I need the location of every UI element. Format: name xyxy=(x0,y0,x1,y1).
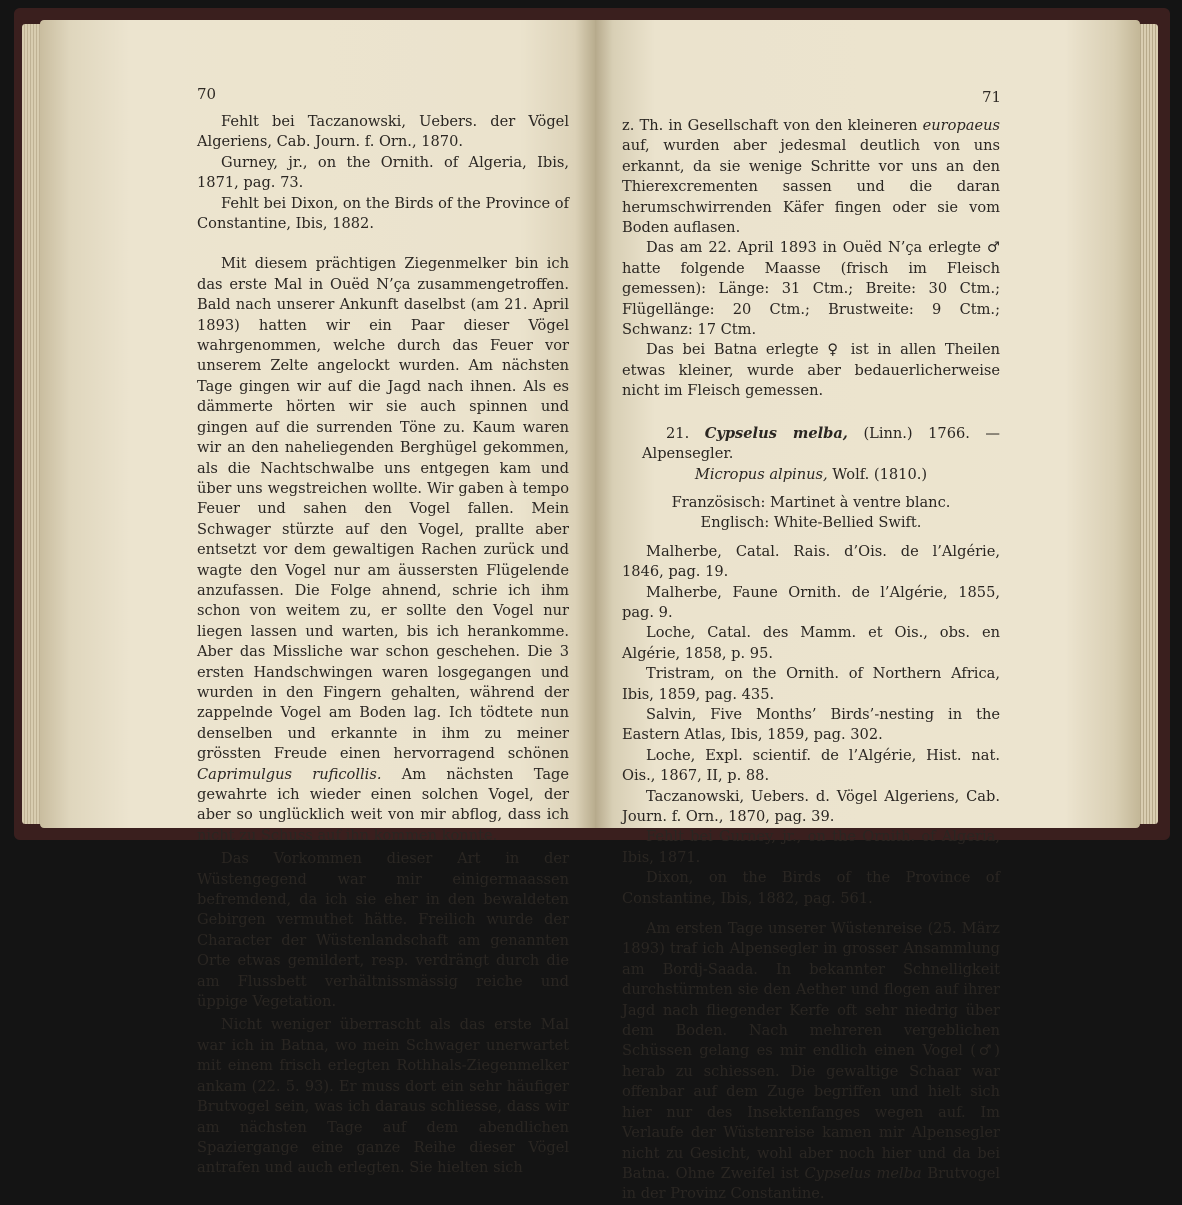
paragraph-measurements: Das am 22. April 1893 in Ouëd N’ça erlegte ♂ hatte folgende Maasse (frisch im Fleisch gemessen): Länge: 31 Ctm.; Breite: 30 Ctm.; Flügellänge: 20 Ctm.; Brustweite: 9 Ctm.; Schwanz: 17 Ctm. xyxy=(622,239,1000,339)
reference-item: Salvin, Five Months’ Birds’-nesting in the Eastern Atlas, Ibis, 1859, pag. 302. xyxy=(622,705,1000,744)
left-page xyxy=(40,20,595,1177)
species-name-europaeus: europaeus xyxy=(922,117,1000,134)
reference-item: Loche, Catal. des Mamm. et Ois., obs. en Algérie, 1858, p. 95. xyxy=(622,624,1000,662)
reference-item: Taczanowski, Uebers. d. Vögel Algeriens, Cab. Journ. f. Orn., 1870, pag. 39. xyxy=(622,787,1000,825)
right-page-text xyxy=(622,116,1000,1205)
ref-gurney: Gurney, jr., on the Ornith. of Algeria, Ibis, 1871, pag. 73. xyxy=(197,153,569,192)
ref-dixon: Fehlt bei Dixon, on the Birds of the Province of Constantine, Ibis, 1882. xyxy=(197,194,569,233)
species-name-melba: Cypselus melba xyxy=(804,1164,922,1182)
reference-item: Malherbe, Faune Ornith. de l’Algérie, 1855, pag. 9. xyxy=(622,583,1000,621)
page-number-left: 70 xyxy=(197,85,217,103)
paragraph-caprimulgus: Mit diesem prächtigen Ziegenmelker bin ich das erste Mal in Ouëd N’ça zusammengetroffen. Bald nach unserer Ankunft daselbst (am 21. April 1893) hatten wir ein Paar dieser Vögel wahrgenommen, welche durch das Feuer vor unserem Zelte angelockt wurden. Am nächsten Tage gingen wir auf die Jagd nach ihnen. Als es dämmerte hörten wir sie auch spinnen und gingen auf die surrenden Töne zu. Kaum waren wir an den naheliegenden Berghügel gekommen, als die Nachtschwalbe uns entgegen kam und über uns wegstreichen wollte. Wir gaben à tempo Feuer und sahen den Vogel fallen. Mein Schwager stürzte auf den Vogel, prallte aber entsetzt vor dem gewaltigen Rachen zurück und wagte den Vogel nur am äussersten Flügelende anzufassen. Die Folge ahnend, schrie ich ihm schon von weitem zu, er sollte den Vogel nur liegen lassen und warten, bis ich herankomme. Aber das Missliche war schon geschehen. Die 3 ersten Handschwingen waren losgegangen und wurden in den Fingern gehalten, während der zappelnde Vogel am Boden lag. Ich tödtete nun denselben und erkannte in ihm zu meiner grössten Freude einen hervorragend schönen Caprimulgus ruficollis. Am nächsten Tage gewahrte ich wieder einen solchen Vogel, der aber so unglücklich weit von mir abflog, dass ich nicht zu Schuss auf ihn kommen konnte. xyxy=(197,255,570,844)
english-name: Englisch: White-Bellied Swift. xyxy=(700,514,922,532)
paragraph-europaeus: z. Th. in Gesellschaft von den kleineren europaeus auf, wurden aber jedesmal deutlich von uns erkannt, da sie wenige Schritte vor uns an den Thierexcrementen sassen und die daran herumschwirrenden Käfer fingen oder sie vom Boden auflasen. xyxy=(622,117,1000,237)
left-page-text xyxy=(197,112,569,1179)
ref-taczanowski: Fehlt bei Taczanowski, Uebers. der Vögel Algeriens, Cab. Journ. f. Orn., 1870. xyxy=(197,113,569,151)
right-page-edges xyxy=(1138,24,1158,824)
paragraph-alpensegler: Am ersten Tage unserer Wüstenreise (25. März 1893) traf ich Alpensegler in grosser Ansammlung am Bordj-Saada. In bekannter Schnelligkeit durchstürmten sie den Aether und flogen auf ihrer Jagd nach fliegender Kerfe oft sehr niedrig über dem Boden. Nach mehreren vergeblichen Schüssen gelang es mir endlich einen Vogel (♂) herab zu schiessen. Die gewaltige Schaar war offenbar auf dem Zuge begriffen und hielt sich hier nur des Insektenfanges wegen auf. Im Verlaufe der Wüstenreise kamen mir Alpensegler nicht zu Gesicht, wohl aber noch hier und da bei Batna. Ohne Zweifel ist Cypselus melba Brutvogel in der Provinz Constantine. xyxy=(622,920,1000,1203)
species-name-caprimulgus: Caprimulgus ruficollis. xyxy=(197,765,382,783)
reference-item: Dixon, on the Birds of the Province of Constantine, Ibis, 1882, pag. 561. xyxy=(622,869,1000,907)
species-title: Cypselus melba, xyxy=(704,424,848,442)
species-synonym: Micropus alpinus, Wolf. (1810.) xyxy=(694,465,928,483)
species-heading: 21. Cypselus melba, (Linn.) 1766. — Alpensegler. xyxy=(642,424,1001,463)
reference-item: Malherbe, Catal. Rais. d’Ois. de l’Algérie, 1846, pag. 19. xyxy=(622,542,1000,581)
reference-item: Tristram, on the Ornith. of Northern Africa, Ibis, 1859, pag. 435. xyxy=(622,665,1000,703)
right-page xyxy=(595,20,1140,1203)
paragraph-batna: Nicht weniger überrascht als das erste Mal war ich in Batna, wo mein Schwager unerwartet mit einem frisch erlegten Rothhals-Ziegenmelker ankam (22. 5. 93). Er muss dort ein sehr häufiger Brutvogel sein, was ich daraus schliesse, dass wir am nächsten Tage auf dem abendlichen Spaziergange eine ganze Reihe dieser Vögel antrafen und auch erlegten. Sie hielten sich xyxy=(197,1016,569,1177)
left-page-edges xyxy=(22,24,42,824)
page-number-right: 71 xyxy=(982,88,1002,106)
reference-item: Fehlt bei Gurney, jr., on the Ornith. of Algeria, Ibis, 1871. xyxy=(622,828,1000,866)
french-name: Französisch: Martinet à ventre blanc. xyxy=(671,493,951,511)
paragraph-female: Das bei Batna erlegte ♀ ist in allen Theilen etwas kleiner, wurde aber bedauerlicherweise nicht im Fleisch gemessen. xyxy=(622,341,1000,400)
reference-item: Loche, Expl. scientif. de l’Algérie, Hist. nat. Ois., 1867, II, p. 88. xyxy=(622,746,1000,785)
paragraph-occurrence: Das Vorkommen dieser Art in der Wüstengegend war mir einigermaassen befremdend, da ich sie eher in den bewaldeten Gebirgen vermuthet hätte. Freilich wurde der Character der Wüstenlandschaft am genannten Orte etwas gemildert, resp. verdrängt durch die am Flussbett verhältnissmässig reiche und üppige Vegetation. xyxy=(197,850,569,1011)
